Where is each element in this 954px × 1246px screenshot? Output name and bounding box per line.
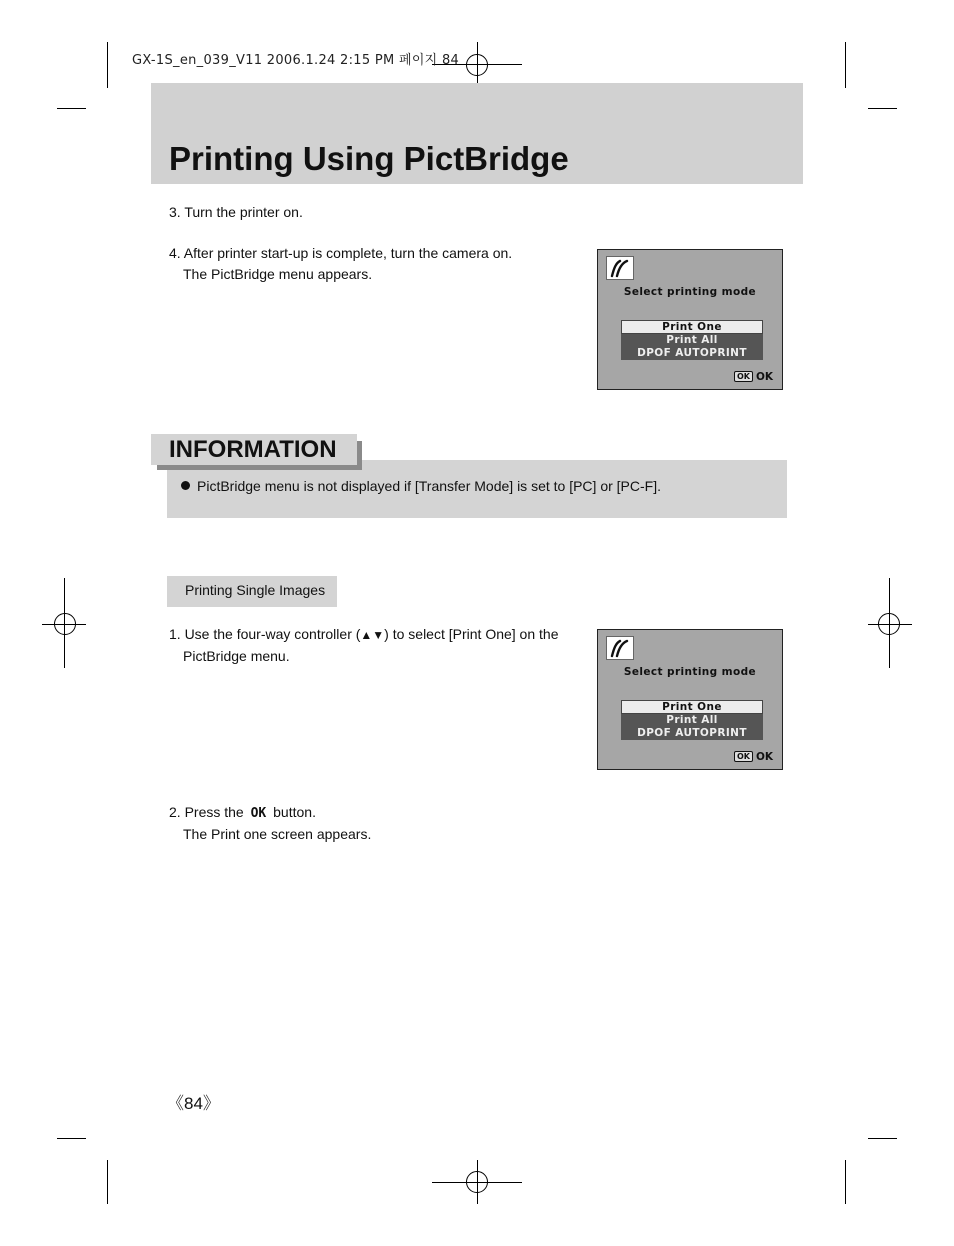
step-text: 4. After printer start-up is complete, turn the camera on. [169, 245, 513, 261]
bullet-icon [181, 481, 190, 490]
crop-mark [889, 578, 890, 668]
step-text-part: ) to select [Print One] on the [384, 626, 559, 642]
step-text [169, 802, 371, 824]
menu-option-print-one[interactable]: Print One [621, 700, 763, 714]
menu-option-dpof-autoprint[interactable]: DPOF AUTOPRINT [621, 727, 763, 740]
crop-mark [868, 108, 897, 109]
print-mode-menu [621, 320, 763, 360]
pictbridge-icon [606, 256, 634, 280]
step-text-part: 2. Press the [169, 804, 248, 820]
crop-mark [477, 42, 478, 84]
print-job-header: GX-1S_en_039_V11 2006.1.24 2:15 PM 페이지 84 [132, 53, 460, 68]
ok-hint [734, 371, 773, 383]
step-text: The PictBridge menu appears. [183, 266, 373, 282]
camera-screen [597, 629, 783, 770]
ok-button-icon: OK [250, 806, 267, 821]
step-4 [169, 243, 512, 285]
crop-mark [107, 42, 108, 88]
menu-option-print-one[interactable]: Print One [621, 320, 763, 334]
information-note-text: PictBridge menu is not displayed if [Transfer Mode] is set to [PC] or [PC-F]. [197, 478, 661, 494]
mode-label: Select printing mode [623, 666, 757, 678]
crop-mark [64, 578, 65, 668]
menu-option-dpof-autoprint[interactable]: DPOF AUTOPRINT [621, 347, 763, 360]
step-2 [169, 802, 371, 845]
crop-mark [107, 1160, 108, 1204]
up-down-arrows-icon: ▲▼ [360, 628, 385, 642]
step-text [169, 624, 558, 646]
step-text: PictBridge menu. [183, 648, 290, 664]
crop-mark [477, 1160, 478, 1204]
crop-mark [57, 108, 86, 109]
menu-option-print-all[interactable]: Print All [621, 334, 763, 347]
ok-button-icon: OK [734, 371, 753, 382]
menu-option-print-all[interactable]: Print All [621, 714, 763, 727]
crop-mark [868, 624, 912, 625]
camera-screen [597, 249, 783, 390]
subsection-heading: Printing Single Images [167, 576, 337, 607]
crop-mark [868, 1138, 897, 1139]
step-text: The Print one screen appears. [183, 826, 372, 842]
mode-label: Select printing mode [623, 286, 757, 298]
step-text-part: button. [269, 804, 316, 820]
ok-label: OK [755, 751, 773, 763]
crop-mark [845, 1160, 846, 1204]
pictbridge-icon [606, 636, 634, 660]
information-note [181, 478, 661, 494]
ok-label: OK [755, 371, 773, 383]
crop-mark [57, 1138, 86, 1139]
crop-mark [845, 42, 846, 88]
page-title: Printing Using PictBridge [169, 140, 569, 177]
crop-mark [42, 624, 86, 625]
step-1 [169, 624, 558, 667]
title-band [151, 83, 803, 184]
step-text-part: 1. Use the four-way controller ( [169, 626, 361, 642]
step-3 [169, 202, 303, 223]
ok-button-icon: OK [734, 751, 753, 762]
information-heading: INFORMATION [151, 434, 357, 465]
print-mode-menu [621, 700, 763, 740]
page-number: 《84》 [167, 1094, 220, 1113]
step-text: 3. Turn the printer on. [169, 204, 303, 220]
ok-hint [734, 751, 773, 763]
